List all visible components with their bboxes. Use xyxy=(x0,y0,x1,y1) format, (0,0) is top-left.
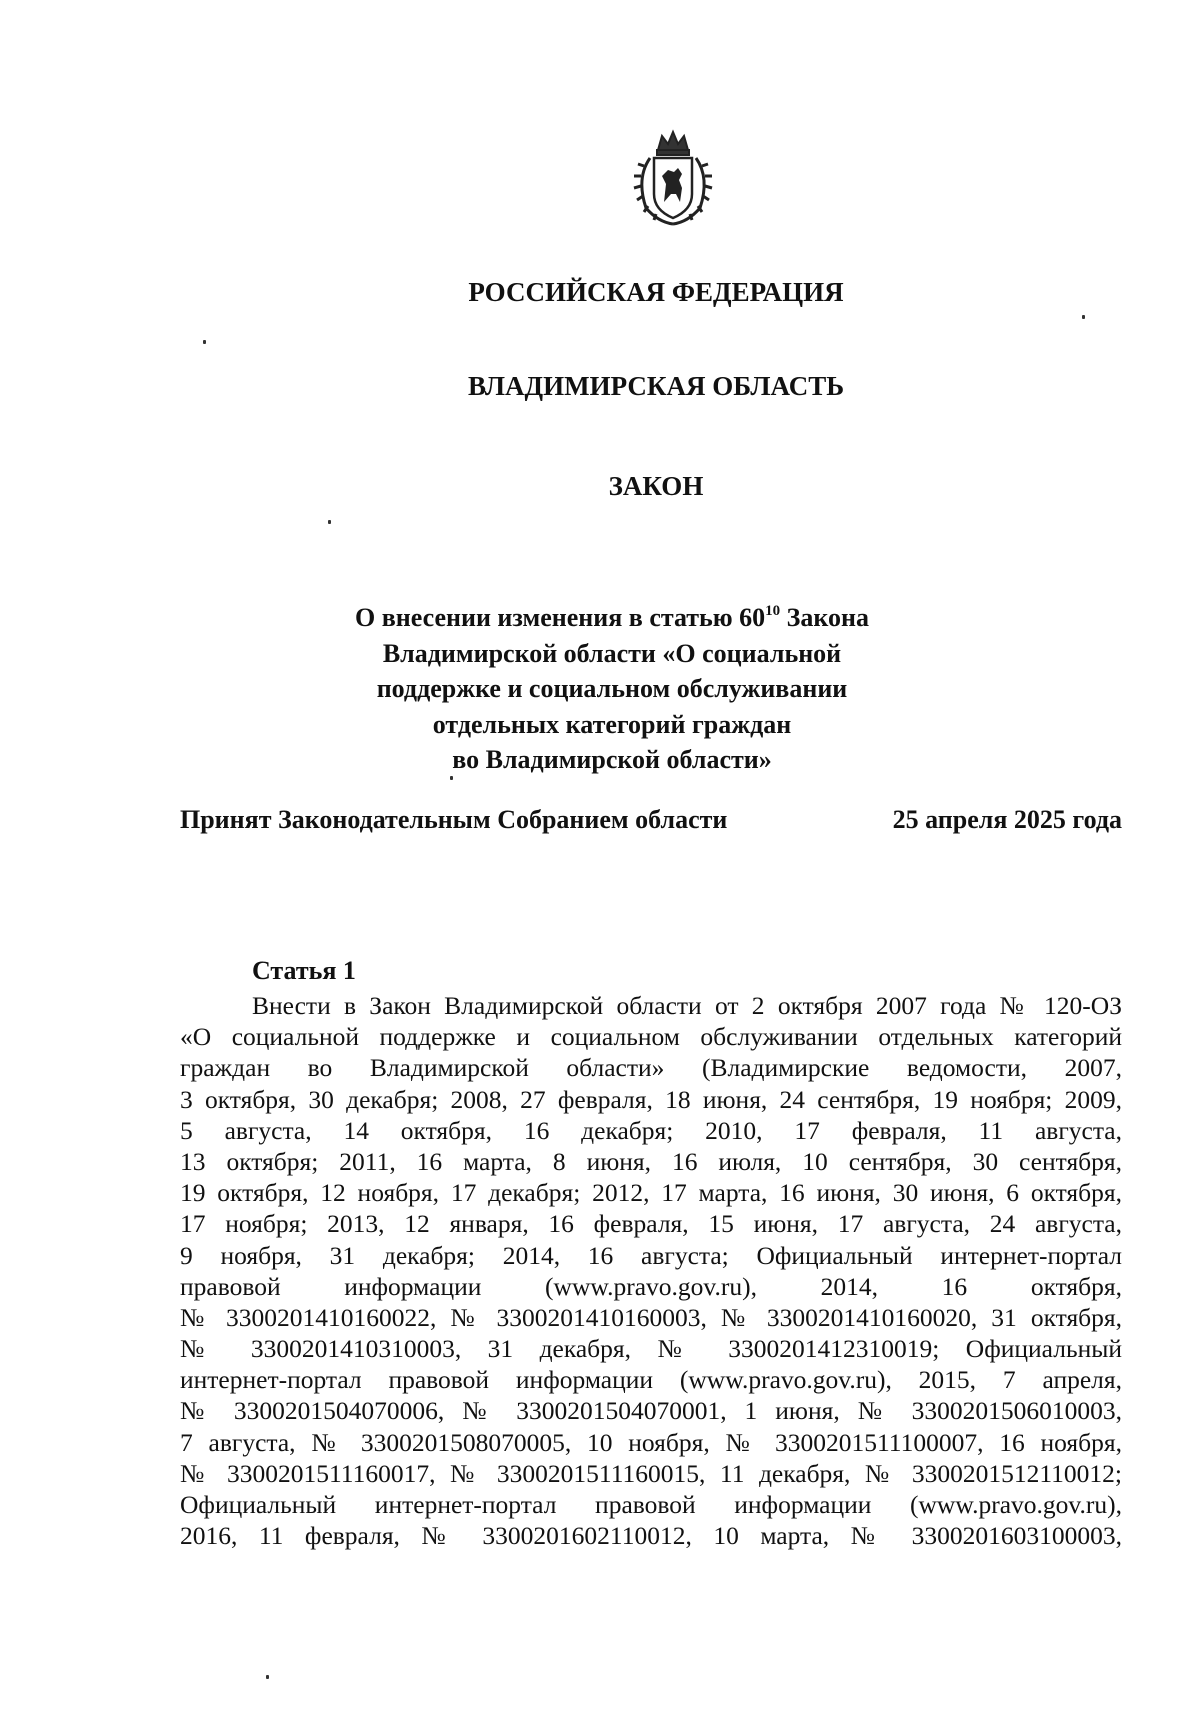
scan-speck xyxy=(328,520,331,524)
law-title-line-3: поддержке и социальном обслуживании xyxy=(376,674,848,703)
article-line: Внести в Закон Владимирской области от 2 октября 2007 года № 120-ОЗ xyxy=(252,991,1122,1020)
region-heading: ВЛАДИМИРСКАЯ ОБЛАСТЬ xyxy=(467,371,845,401)
article-line: № 3300201511160017, № 3300201511160015, 11 декабря, № 3300201512110012; xyxy=(180,1458,1122,1488)
article-line: 19 октября, 12 ноября, 17 декабря; 2012, 17 марта, 16 июня, 30 июня, 6 октября, xyxy=(180,1178,1122,1208)
law-title-line-1-text: О внесении изменения в статью 60 xyxy=(354,603,766,632)
article-line: 5 августа, 14 октября, 16 декабря; 2010, 17 февраля, 11 августа, xyxy=(180,1115,1122,1145)
document-type-heading: ЗАКОН xyxy=(608,471,704,501)
article-line: интернет-портал правовой информации (www.pravo.gov.ru), 2015, 7 апреля, xyxy=(180,1365,1122,1395)
article-line: № 3300201504070006, № 3300201504070001, 1 июня, № 3300201506010003, xyxy=(180,1396,1122,1426)
article-line: № 3300201410310003, 31 декабря, № 3300201412310019; Официальный xyxy=(180,1334,1122,1364)
scan-speck xyxy=(1082,315,1085,319)
law-title-line-1-end: Закона xyxy=(780,603,870,632)
article-line: 7 августа, № 3300201508070005, 10 ноября, № 3300201511100007, 16 ноября, xyxy=(180,1427,1122,1457)
coat-of-arms-icon xyxy=(624,128,722,228)
article-line: граждан во Владимирской области» (Владимирские ведомости, 2007, xyxy=(180,1053,1122,1083)
article-line: правовой информации (www.pravo.gov.ru), 2014, 16 октября, xyxy=(180,1271,1122,1301)
law-title xyxy=(352,600,872,778)
article-line: 9 ноября, 31 декабря; 2014, 16 августа; Официальный интернет-портал xyxy=(180,1240,1122,1270)
law-title-line-4: отдельных категорий граждан xyxy=(432,709,792,739)
article-line: «О социальной поддержке и социальном обслуживании отдельных категорий xyxy=(180,1022,1122,1052)
adoption-label: Принят Законодательным Собранием области xyxy=(180,805,728,834)
scan-speck xyxy=(450,776,453,780)
law-title-line-2: Владимирской области «О социальной xyxy=(382,638,842,668)
article-heading: Статья 1 xyxy=(252,956,356,985)
law-title-line-5: во Владимирской области» xyxy=(452,745,772,774)
article-line: 3 октября, 30 декабря; 2008, 27 февраля, 18 июня, 24 сентября, 19 ноября; 2009, xyxy=(180,1084,1122,1114)
law-title-line-1 xyxy=(352,600,872,636)
scan-speck xyxy=(203,340,206,344)
country-heading: РОССИЙСКАЯ ФЕДЕРАЦИЯ xyxy=(468,277,844,307)
article-line: 2016, 11 февраля, № 3300201602110012, 10 марта, № 3300201603100003, xyxy=(180,1521,1122,1551)
article-superscript: 10 xyxy=(765,603,781,619)
article-line: Официальный интернет-портал правовой информации (www.pravo.gov.ru), xyxy=(180,1490,1122,1519)
article-line: 13 октября; 2011, 16 марта, 8 июня, 16 июля, 10 сентября, 30 сентября, xyxy=(180,1146,1122,1176)
scan-speck xyxy=(266,1675,269,1679)
article-line: 17 ноября; 2013, 12 января, 16 февраля, 15 июня, 17 августа, 24 августа, xyxy=(180,1209,1122,1239)
article-line: № 3300201410160022, № 3300201410160003, № 3300201410160020, 31 октября, xyxy=(180,1302,1122,1332)
article-body xyxy=(180,990,1122,1551)
adoption-date: 25 апреля 2025 года xyxy=(892,805,1122,834)
